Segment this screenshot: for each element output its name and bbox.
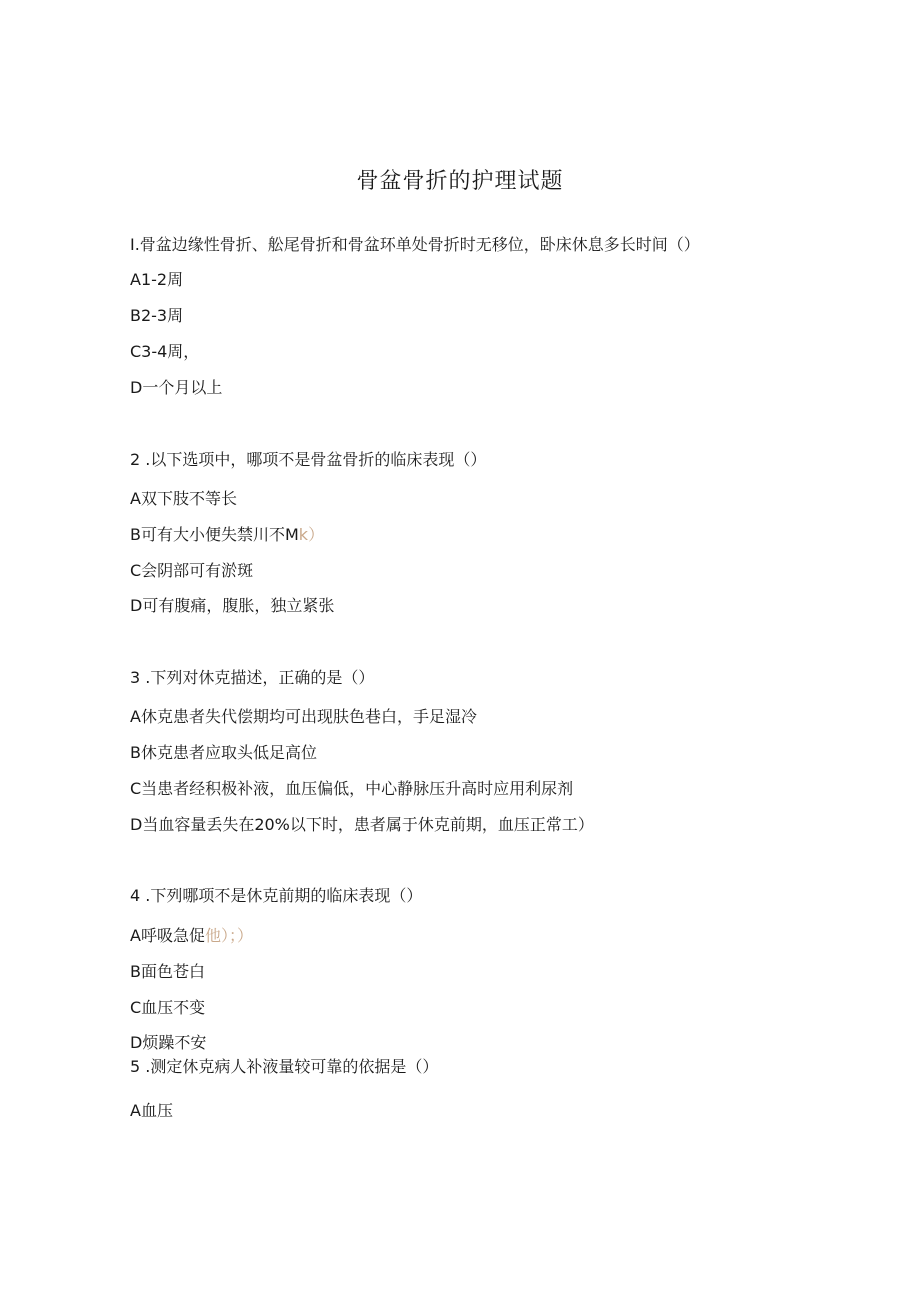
question-1-option-a: A1-2周 bbox=[130, 270, 184, 289]
question-2-option-a: A双下肢不等长 bbox=[130, 489, 237, 508]
question-2-option-b bbox=[130, 525, 324, 545]
option-text: B可有大小便失禁川不M bbox=[130, 525, 299, 544]
question-1-stem: I.骨盆边缘性骨折、舩尾骨折和骨盆环单处骨折时无移位，卧床休息多长时间（） bbox=[130, 235, 700, 254]
question-4-stem: 4 .下列哪项不是休克前期的临床表现（） bbox=[130, 886, 423, 905]
question-1-option-c: C3-4周， bbox=[130, 342, 200, 361]
question-4-option-a bbox=[130, 926, 253, 946]
question-1-option-b: B2-3周 bbox=[130, 306, 184, 325]
faint-text: k） bbox=[298, 525, 325, 544]
question-2-stem: 2 .以下选项中，哪项不是骨盆骨折的临床表现（） bbox=[130, 450, 487, 469]
question-3-option-b: B休克患者应取头低足高位 bbox=[130, 743, 317, 762]
question-4-option-d: D烦躁不安 bbox=[130, 1033, 207, 1052]
question-3-option-c: C当患者经积极补液，血压偏低，中心静脉压升高时应用利尿剂 bbox=[130, 779, 574, 798]
question-3-option-d: D当血容量丢失在20%以下时，患者属于休克前期，血压正常工） bbox=[130, 815, 594, 834]
question-3-option-a: A休克患者失代偿期均可出现肤色巷白，手足湿冷 bbox=[130, 707, 477, 726]
option-text: A呼吸急促 bbox=[130, 926, 205, 945]
question-2-option-d: D可有腹痛，腹胀，独立紧张 bbox=[130, 596, 335, 615]
question-4-option-c: C血压不变 bbox=[130, 998, 206, 1017]
question-5-stem: 5 .测定休克病人补液量较可靠的依据是（） bbox=[130, 1057, 439, 1076]
question-4-option-b: B面色苍白 bbox=[130, 962, 205, 981]
question-1-option-d: D一个月以上 bbox=[130, 378, 223, 397]
faint-text: 他）；） bbox=[204, 926, 253, 945]
question-5-option-a: A血压 bbox=[130, 1101, 173, 1120]
question-2-option-c: C会阴部可有淤斑 bbox=[130, 561, 254, 580]
page-title: 骨盆骨折的护理试题 bbox=[356, 169, 564, 194]
question-3-stem: 3 .下列对休克描述，正确的是（） bbox=[130, 668, 375, 687]
